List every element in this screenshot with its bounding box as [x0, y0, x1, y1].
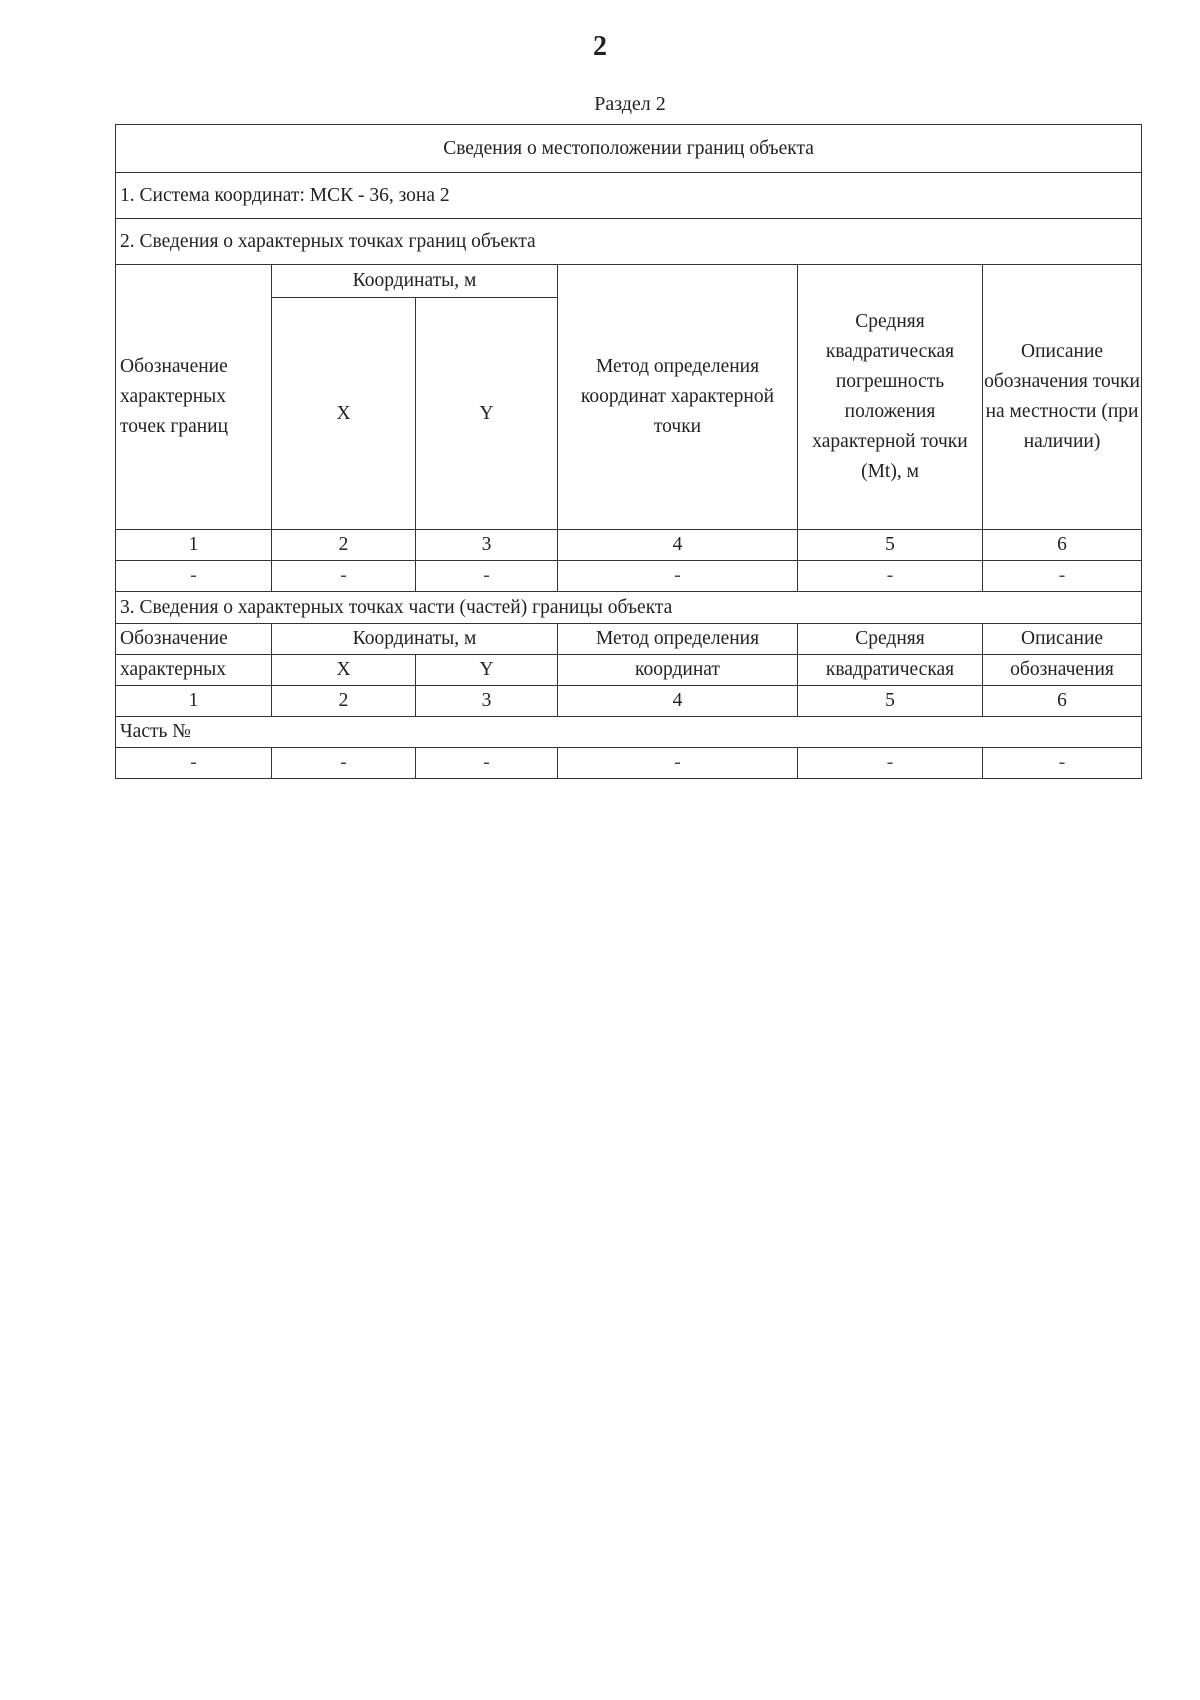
table-cell: - — [558, 561, 798, 592]
page-number: 2 — [593, 31, 607, 62]
header-designation: Обозначение характерных точек границ — [116, 265, 272, 530]
column-number: 2 — [272, 530, 416, 561]
column-number: 3 — [416, 530, 558, 561]
coord-system-row — [116, 173, 1142, 219]
header-error: Средняя квадратическая погрешность положения характерной точки (Mt), м — [798, 265, 983, 530]
parts-heading: 3. Сведения о характерных точках части (частей) границы объекта — [116, 592, 1142, 624]
parts-column-numbers-row — [116, 686, 1142, 717]
parts-header-designation: Обозначение — [116, 624, 272, 655]
parts-header-designation-2: характерных — [116, 655, 272, 686]
parts-header-x: X — [272, 655, 416, 686]
column-number: 6 — [983, 530, 1142, 561]
parts-header-error: Средняя — [798, 624, 983, 655]
parts-header-description: Описание — [983, 624, 1142, 655]
table-cell: - — [116, 561, 272, 592]
parts-header-method-2: координат — [558, 655, 798, 686]
column-number: 3 — [416, 686, 558, 717]
table-title-row — [116, 125, 1142, 173]
table-title: Сведения о местоположении границ объекта — [116, 125, 1142, 173]
table-row — [116, 748, 1142, 779]
header-x: X — [272, 298, 416, 530]
coord-system: 1. Система координат: МСК - 36, зона 2 — [116, 173, 1142, 219]
header-description: Описание обозначения точки на местности (при наличии) — [983, 265, 1142, 530]
table-cell: - — [272, 561, 416, 592]
header-method: Метод определения координат характерной точки — [558, 265, 798, 530]
section-title: Раздел 2 — [594, 93, 666, 115]
table-cell: - — [558, 748, 798, 779]
parts-header-row-2 — [116, 655, 1142, 686]
table-cell: - — [272, 748, 416, 779]
table-cell: - — [798, 748, 983, 779]
table-cell: - — [983, 561, 1142, 592]
table-row — [116, 561, 1142, 592]
column-number: 1 — [116, 530, 272, 561]
table-cell: - — [116, 748, 272, 779]
parts-header-coordinates: Координаты, м — [272, 624, 558, 655]
part-label: Часть № — [116, 717, 1142, 748]
points-heading-row — [116, 219, 1142, 265]
header-coordinates: Координаты, м — [272, 265, 558, 298]
parts-heading-row — [116, 592, 1142, 624]
parts-header-description-2: обозначения — [983, 655, 1142, 686]
column-number: 5 — [798, 530, 983, 561]
table-cell: - — [798, 561, 983, 592]
points-header-row — [116, 265, 1142, 298]
column-number: 4 — [558, 530, 798, 561]
header-y: Y — [416, 298, 558, 530]
parts-header-row — [116, 624, 1142, 655]
column-number: 6 — [983, 686, 1142, 717]
points-heading: 2. Сведения о характерных точках границ объекта — [116, 219, 1142, 265]
column-number: 4 — [558, 686, 798, 717]
parts-header-y: Y — [416, 655, 558, 686]
parts-header-method: Метод определения — [558, 624, 798, 655]
parts-header-error-2: квадратическая — [798, 655, 983, 686]
part-label-row — [116, 717, 1142, 748]
column-number: 5 — [798, 686, 983, 717]
column-numbers-row — [116, 530, 1142, 561]
column-number: 2 — [272, 686, 416, 717]
column-number: 1 — [116, 686, 272, 717]
boundary-table — [115, 124, 1142, 779]
table-cell: - — [983, 748, 1142, 779]
table-cell: - — [416, 748, 558, 779]
table-cell: - — [416, 561, 558, 592]
